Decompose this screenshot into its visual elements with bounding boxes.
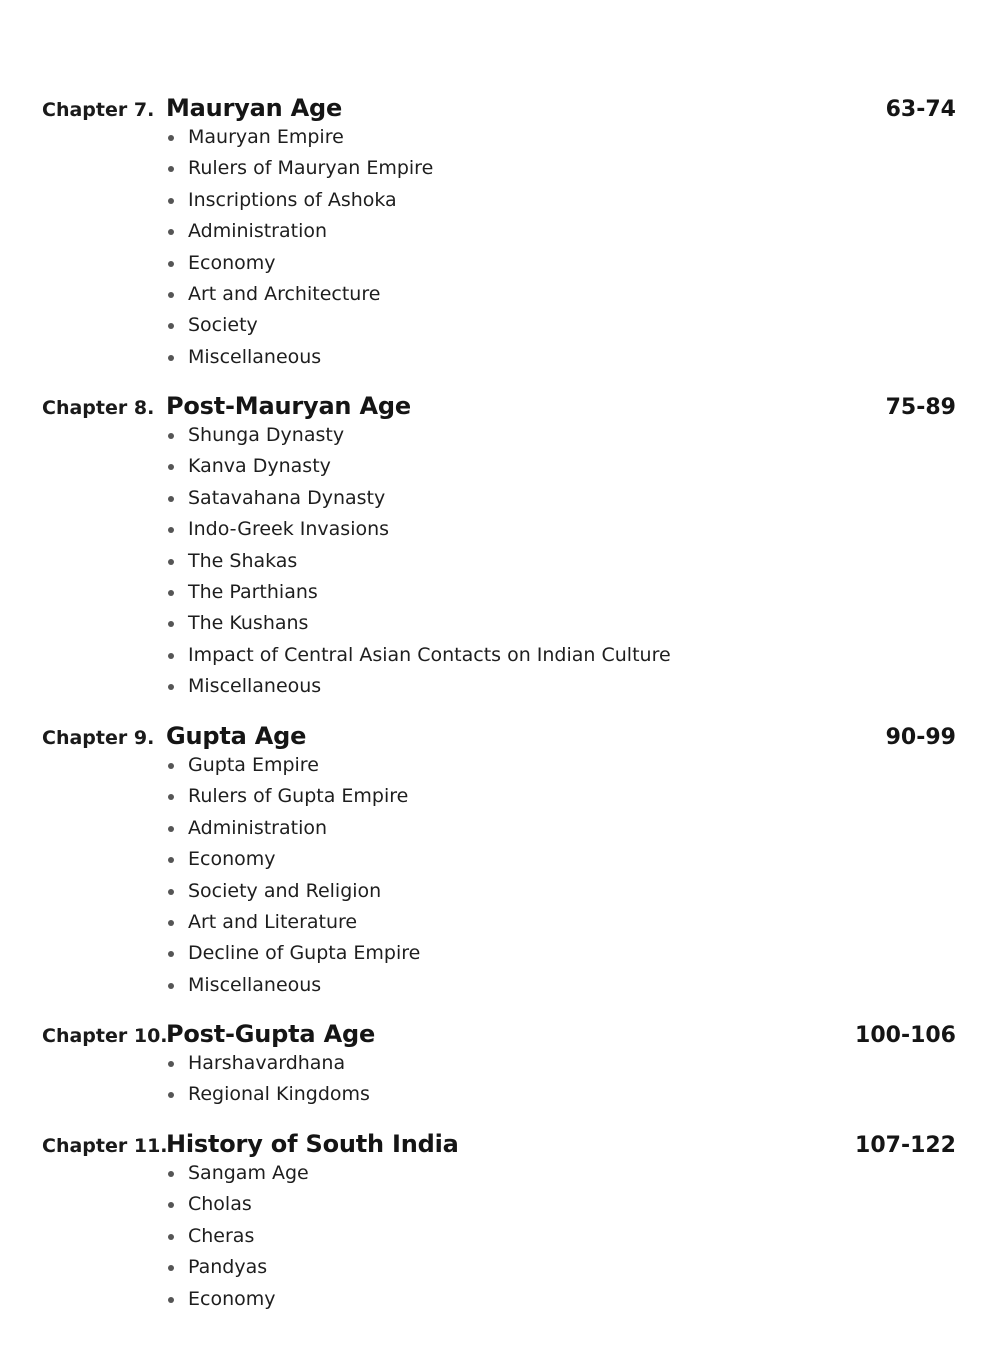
bullet-icon bbox=[168, 653, 174, 659]
list-item bbox=[166, 216, 433, 247]
bullet-icon bbox=[168, 1297, 174, 1303]
bullet-icon bbox=[168, 464, 174, 470]
list-item bbox=[166, 248, 433, 279]
topic-label: Economy bbox=[188, 251, 276, 274]
topic-label: Miscellaneous bbox=[188, 345, 322, 368]
list-item bbox=[166, 279, 433, 310]
list-item bbox=[166, 907, 420, 938]
list-item bbox=[166, 844, 420, 875]
bullet-icon bbox=[168, 135, 174, 141]
topic-label: Society and Religion bbox=[188, 879, 382, 902]
bullet-icon bbox=[168, 261, 174, 267]
bullet-icon bbox=[168, 1092, 174, 1098]
chapter-title: Post-Mauryan Age bbox=[166, 392, 411, 420]
list-item bbox=[166, 938, 420, 969]
bullet-icon bbox=[168, 198, 174, 204]
bullet-icon bbox=[168, 229, 174, 235]
chapter-page-range: 107-122 bbox=[855, 1133, 956, 1158]
topic-label: Administration bbox=[188, 220, 328, 243]
topic-list bbox=[166, 420, 671, 703]
topic-label: Economy bbox=[188, 848, 276, 871]
topic-label: Administration bbox=[188, 816, 328, 839]
bullet-icon bbox=[168, 559, 174, 565]
bullet-icon bbox=[168, 166, 174, 172]
list-item bbox=[166, 546, 671, 577]
list-item bbox=[166, 577, 671, 608]
chapter-title: Post-Gupta Age bbox=[166, 1020, 376, 1048]
list-item bbox=[166, 1252, 309, 1283]
bullet-icon bbox=[168, 323, 174, 329]
list-item bbox=[166, 483, 671, 514]
list-item bbox=[166, 1079, 370, 1110]
list-item bbox=[166, 640, 671, 671]
list-item bbox=[166, 750, 420, 781]
topic-label: Pandyas bbox=[188, 1256, 268, 1279]
list-item bbox=[166, 876, 420, 907]
topic-label: Regional Kingdoms bbox=[188, 1083, 370, 1106]
topic-label: The Shakas bbox=[188, 549, 298, 572]
topic-label: Satavahana Dynasty bbox=[188, 486, 386, 509]
list-item bbox=[166, 1048, 370, 1079]
list-item bbox=[166, 1284, 309, 1315]
chapter-title: Mauryan Age bbox=[166, 94, 343, 122]
topic-label: Mauryan Empire bbox=[188, 126, 344, 148]
list-item bbox=[166, 781, 420, 812]
topic-label: Rulers of Gupta Empire bbox=[188, 785, 409, 808]
bullet-icon bbox=[168, 857, 174, 863]
topic-label: Decline of Gupta Empire bbox=[188, 942, 421, 965]
bullet-icon bbox=[168, 292, 174, 298]
list-item bbox=[166, 970, 420, 1001]
topic-label: Cholas bbox=[188, 1193, 252, 1216]
topic-label: Impact of Central Asian Contacts on Indian Culture bbox=[188, 643, 671, 666]
topic-label: Economy bbox=[188, 1287, 276, 1310]
bullet-icon bbox=[168, 763, 174, 769]
bullet-icon bbox=[168, 684, 174, 690]
bullet-icon bbox=[168, 1061, 174, 1067]
list-item bbox=[166, 153, 433, 184]
list-item bbox=[166, 514, 671, 545]
topic-list bbox=[166, 1158, 309, 1315]
bullet-icon bbox=[168, 794, 174, 800]
chapter-title: Gupta Age bbox=[166, 722, 307, 750]
topic-label: Kanva Dynasty bbox=[188, 455, 331, 478]
list-item bbox=[166, 1189, 309, 1220]
topic-label: Inscriptions of Ashoka bbox=[188, 188, 397, 211]
chapter-page-range: 90-99 bbox=[885, 725, 956, 750]
bullet-icon bbox=[168, 983, 174, 989]
list-item bbox=[166, 1221, 309, 1252]
bullet-icon bbox=[168, 621, 174, 627]
topic-label: Miscellaneous bbox=[188, 973, 322, 996]
bullet-icon bbox=[168, 590, 174, 596]
chapter-page-range: 63-74 bbox=[885, 97, 956, 122]
list-item bbox=[166, 608, 671, 639]
chapter-label: Chapter 11. bbox=[42, 1135, 168, 1157]
topic-label: Harshavardhana bbox=[188, 1052, 346, 1074]
topic-label: Rulers of Mauryan Empire bbox=[188, 157, 434, 180]
bullet-icon bbox=[168, 1265, 174, 1271]
chapter-label: Chapter 9. bbox=[42, 727, 155, 749]
bullet-icon bbox=[168, 496, 174, 502]
topic-label: Shunga Dynasty bbox=[188, 424, 345, 446]
chapter-page-range: 75-89 bbox=[885, 395, 956, 420]
bullet-icon bbox=[168, 951, 174, 957]
topic-label: Art and Literature bbox=[188, 910, 358, 933]
chapter-page-range: 100-106 bbox=[855, 1023, 956, 1048]
topic-label: Sangam Age bbox=[188, 1162, 309, 1184]
topic-label: Gupta Empire bbox=[188, 754, 319, 776]
topic-list bbox=[166, 122, 433, 373]
topic-list bbox=[166, 750, 420, 1001]
bullet-icon bbox=[168, 1171, 174, 1177]
list-item bbox=[166, 671, 671, 702]
topic-label: Art and Architecture bbox=[188, 282, 381, 305]
list-item bbox=[166, 310, 433, 341]
topic-label: Miscellaneous bbox=[188, 675, 322, 698]
chapter-label: Chapter 10. bbox=[42, 1025, 168, 1047]
chapter-title: History of South India bbox=[166, 1130, 459, 1158]
topic-label: The Kushans bbox=[188, 612, 309, 635]
list-item bbox=[166, 451, 671, 482]
bullet-icon bbox=[168, 355, 174, 361]
bullet-icon bbox=[168, 920, 174, 926]
list-item bbox=[166, 420, 671, 451]
topic-list bbox=[166, 1048, 370, 1111]
bullet-icon bbox=[168, 1202, 174, 1208]
bullet-icon bbox=[168, 1234, 174, 1240]
topic-label: The Parthians bbox=[188, 580, 318, 603]
list-item bbox=[166, 185, 433, 216]
bullet-icon bbox=[168, 433, 174, 439]
topic-label: Cheras bbox=[188, 1224, 255, 1247]
bullet-icon bbox=[168, 889, 174, 895]
chapter-label: Chapter 8. bbox=[42, 397, 155, 419]
list-item bbox=[166, 122, 433, 153]
chapter-label: Chapter 7. bbox=[42, 99, 155, 121]
topic-label: Indo-Greek Invasions bbox=[188, 518, 390, 541]
bullet-icon bbox=[168, 527, 174, 533]
list-item bbox=[166, 1158, 309, 1189]
list-item bbox=[166, 813, 420, 844]
bullet-icon bbox=[168, 826, 174, 832]
topic-label: Society bbox=[188, 314, 258, 337]
list-item bbox=[166, 342, 433, 373]
